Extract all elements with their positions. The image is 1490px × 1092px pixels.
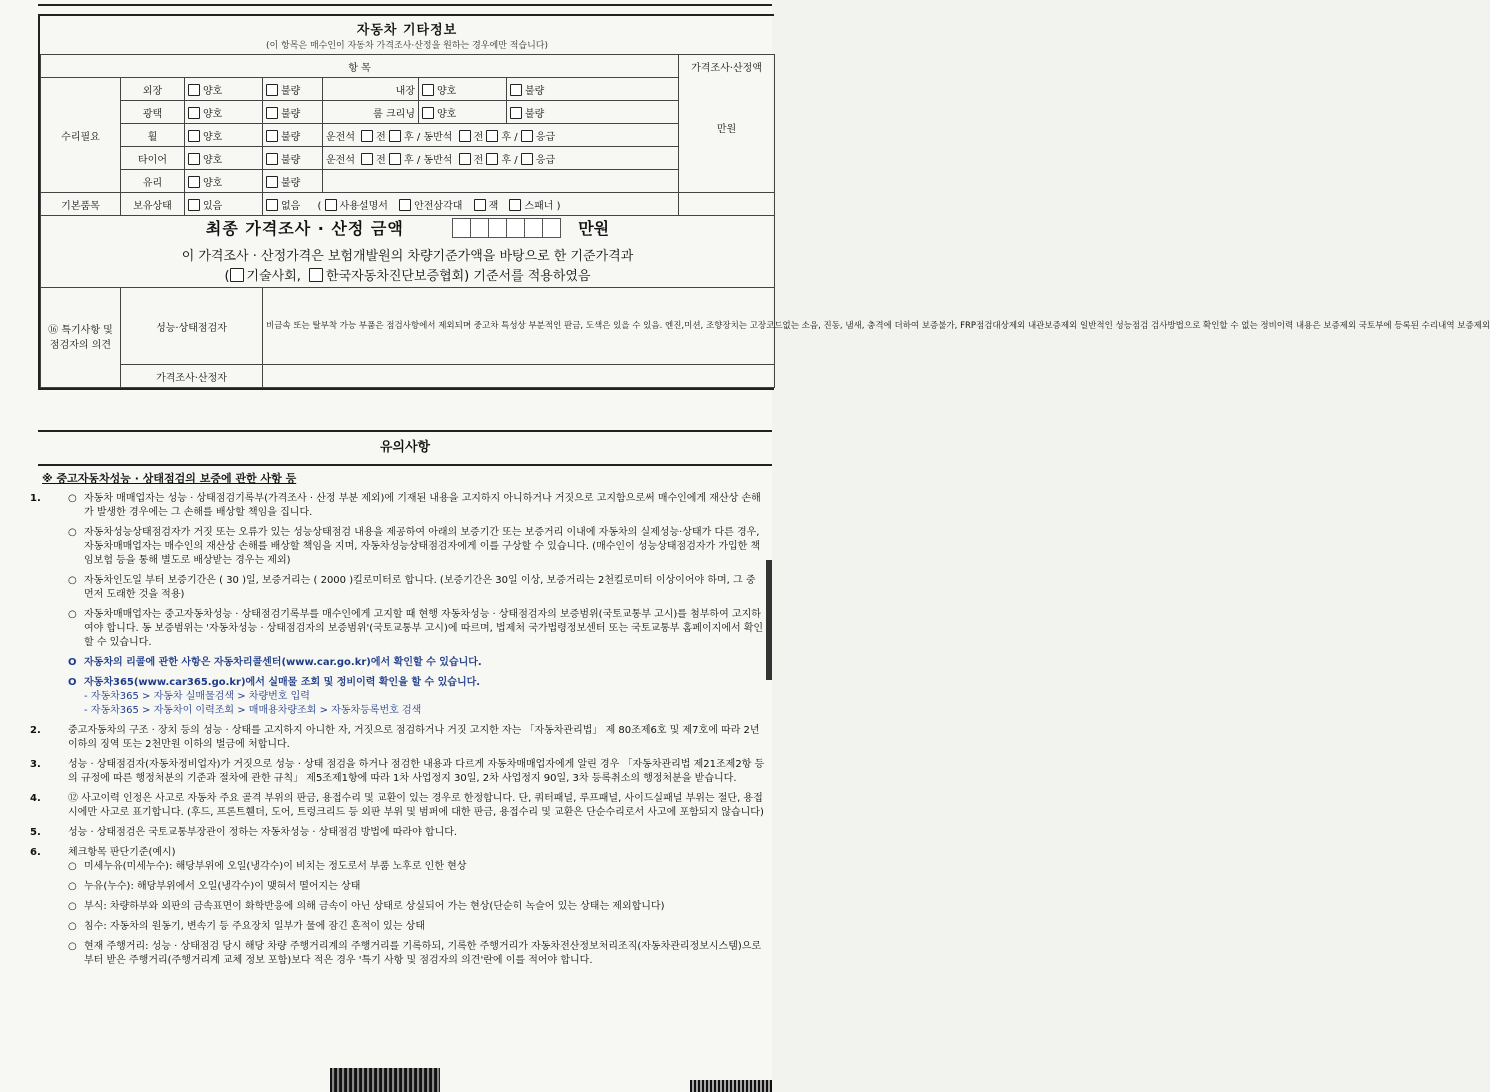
final-price-desc-1: 이 가격조사 · 산정가격은 보험개발원의 차량기준가액을 바탕으로 한 기준가격과	[181, 249, 634, 264]
special-notes-label: ⑯ 특기사항 및 점검자의 의견	[41, 288, 121, 388]
notice-title: 유의사항	[38, 430, 772, 466]
checkbox-tire-emergency[interactable]	[521, 153, 533, 165]
row-possession: 보유상태	[121, 193, 185, 216]
scan-artifact-edge	[766, 560, 772, 680]
row-tire: 타이어	[121, 147, 185, 170]
checkbox-triangle[interactable]	[399, 199, 411, 211]
checkbox-room-good[interactable]	[422, 107, 434, 119]
row-room-clean: 룸 크리닝	[323, 101, 419, 124]
notice-item-6: 6. 체크항목 판단기준(예시) ○ 미세누유(미세누수): 해당부위에 오일(냉각수)이 비치는 정도로서 부품 노후로 인한 현상 ○ 누유(누수): 해당부위에서 오일(냉각수)이 맺혀서 떨어지는 상태 ○ 부식: 차량하부와 외판의 금속표면이 화학반응에 의해 금속이 아닌 상태로 상실되어 가는 현상(단순히 녹슬어 있는 상태는 제외합니다) ○ 침수: 자동차의 원동기, 변속기 등 주요장치 일부가 물에 잠긴 흔적이 있는 상태 ○ 현재 주행거리: 성능 · 상태점검 당시 해당 차량 주행거리계의 주행거리를 기록하되, 기록한 주행거리가 자동차전산정보처리조직(자동차관리정보시스템)으로부터 받은 주행거리(주행거리계 교체 정보 포함)보다 적은 경우 '특기 사항 및 점검자의 의견'란에 이를 적어야 합니다.	[30, 847, 762, 966]
recall-link[interactable]: 자동차의 리콜에 관한 사항은 자동차리콜센터(www.car.go.kr)에서 확인할 수 있습니다.	[84, 657, 482, 668]
notice-item-2: 2. 중고자동차의 구조 · 장치 등의 성능 · 상태를 고지하지 아니한 자, 거짓으로 점검하거나 거짓 고지한 자는 「자동차관리법」 제 80조제6호 및 제7호에 따라 2년 이하의 징역 또는 2천만원 이하의 벌금에 처합니다.	[30, 725, 760, 750]
notice-item-4: 4. ⑫ 사고이력 인정은 사고로 자동차 주요 골격 부위의 판금, 용접수리 및 교환이 있는 경우로 한정합니다. 단, 쿼터패널, 루프패널, 사이드실패널 부위는 절단, 용접 시에만 사고로 표기합니다. (후드, 프론트휀더, 도어, 트렁크리드 등 외판 부위 및 범퍼에 대한 판금, 용접수리 및 교환은 단순수리로서 사고에 포함되지 않습니다)	[30, 793, 764, 818]
basic-items-options: 없음 ( 사용설명서 안전삼각대 잭 스패너 )	[263, 193, 679, 216]
scan-artifact-bottom	[330, 1068, 440, 1092]
checkbox-polish-bad[interactable]	[266, 107, 278, 119]
section-title: 자동차 기타정보	[356, 23, 458, 38]
special-notes-type: 성능·상태점검자	[121, 288, 263, 365]
notice-section-heading: ※ 중고자동차성능 · 상태점검의 보증에 관한 사항 등	[42, 472, 297, 485]
checkbox-wheel-pass-rear[interactable]	[486, 130, 498, 142]
tire-position-options: 운전석 전 후 / 동반석 전 후 / 응급	[323, 147, 679, 170]
top-border	[38, 4, 772, 6]
checkbox-none[interactable]	[266, 199, 278, 211]
scan-artifact-corner	[690, 1080, 772, 1092]
final-price-input[interactable]	[453, 218, 561, 241]
checkbox-interior-bad[interactable]	[510, 84, 522, 96]
inspector-field[interactable]	[263, 365, 775, 388]
checkbox-tire-pass-front[interactable]	[459, 153, 471, 165]
items-header: 항 목	[41, 55, 679, 78]
checkbox-wheel-good[interactable]	[188, 130, 200, 142]
final-price-title: 최종 가격조사 · 산정 금액	[205, 219, 404, 238]
checkbox-tire-bad[interactable]	[266, 153, 278, 165]
checkbox-wheel-bad[interactable]	[266, 130, 278, 142]
row-polish: 광택	[121, 101, 185, 124]
checkbox-glass-good[interactable]	[188, 176, 200, 188]
section-subtitle: (이 항목은 매수인이 자동차 가격조사·산정을 원하는 경우에만 적습니다)	[265, 41, 549, 51]
inspector-label: 가격조사·산정자	[121, 365, 263, 388]
other-info-section	[38, 14, 1490, 390]
final-price-desc-2: ( 기술사회, 한국자동차진단보증협회) 기준서를 적용하였음	[224, 269, 591, 284]
car365-link[interactable]: 자동차365(www.car365.go.kr)에서 실매물 조회 및 정비이력 확인을 할 수 있습니다.	[84, 677, 481, 688]
notice-item-5: 5. 성능 · 상태점검은 국토교통부장관이 정하는 자동차성능 · 상태점검 방법에 따라야 합니다.	[30, 827, 458, 838]
checkbox-tire-driver-rear[interactable]	[389, 153, 401, 165]
checkbox-spanner[interactable]	[509, 199, 521, 211]
checkbox-room-bad[interactable]	[510, 107, 522, 119]
checkbox-exterior-good[interactable]	[188, 84, 200, 96]
row-exterior: 외장	[121, 78, 185, 101]
basic-items-label: 기본품목	[41, 193, 121, 216]
checkbox-wheel-driver-rear[interactable]	[389, 130, 401, 142]
final-price-block	[41, 216, 775, 288]
price-header: 가격조사·산정액	[691, 63, 762, 74]
price-column	[679, 55, 775, 193]
notice-section	[30, 464, 768, 974]
checkbox-wheel-driver-front[interactable]	[361, 130, 373, 142]
row-interior: 내장	[323, 78, 419, 101]
row-wheel: 휠	[121, 124, 185, 147]
checkbox-tech-society[interactable]	[230, 268, 244, 282]
checkbox-wheel-pass-front[interactable]	[459, 130, 471, 142]
checkbox-interior-good[interactable]	[422, 84, 434, 96]
final-price-unit: 만원	[578, 219, 610, 238]
checkbox-wheel-emergency[interactable]	[521, 130, 533, 142]
notice-item-1: 1. ○ 자동차 매매업자는 성능 · 상태점검기록부(가격조사 · 산정 부분 제외)에 기재된 내용을 고지하지 아니하거나 거짓으로 고지함으로써 매수인에게 재산상 손해가 발생한 경우에는 그 손해를 배상할 책임을 집니다. ○ 자동차성능상태점검자가 거짓 또는 오류가 있는 성능상태점검 내용을 제공하여 아래의 보증기간 또는 보증거리 이내에 자동차의 실제성능·상태가 다른 경우, 자동차매매업자는 매수인의 재산상 손해를 배상할 책임을 지며, 자동차성능상태점검자에게 이를 구상할 수 있습니다. (매수인이 성능상태점검자가 가입한 책임보험 등을 통해 별도로 배상받는 경우는 제외) ○ 자동차인도일 부터 보증기간은 ( 30 )일, 보증거리는 ( 2000 )킬로미터로 합니다. (보증기간은 30일 이상, 보증거리는 2천킬로미터 이상이어야 하며, 그 중 먼저 도래한 것을 적용) ○ 자동차매매업자는 중고자동차성능 · 상태점검기록부를 매수인에게 고지할 때 현행 자동차성능 · 상태점검자의 보증범위(국토교통부 고시)를 첨부하여 고지하여야 합니다. 동 보증범위는 '자동차성능 · 상태점검자의 보증범위'(국토교통부 고시)에 따르며, 법제처 국가법령정보센터 또는 국토교통부 홈페이지에서 확인할 수 있습니다. O 자동차의 리콜에 관한 사항은 자동차리콜센터(www.car.go.kr)에서 확인할 수 있습니다. O 자동차365(www.car365.go.kr)에서 실매물 조회 및 정비이력 확인을 할 수 있습니다. - 자동차365 > 자동차 실매물검색 > 차량번호 입력 - 자동차365 > 자동차이 이력조회 > 매매용차량조회 > 자동차등록번호 검색	[30, 493, 764, 716]
checkbox-kadia[interactable]	[309, 268, 323, 282]
checkbox-polish-good[interactable]	[188, 107, 200, 119]
price-unit: 만원	[716, 124, 737, 135]
row-glass: 유리	[121, 170, 185, 193]
checkbox-exterior-bad[interactable]	[266, 84, 278, 96]
checkbox-tire-pass-rear[interactable]	[486, 153, 498, 165]
repair-table: 항 목 가격조사·산정액 만원 수리필요 외장 양호 불량 내장 양호 불량 광택 양호 불량 룸 크리닝 양호 불량 휠 양호 불량 운전석 전 후 / 동반석 전 후 / 응급 타이어 양호 불량 운전석 전 후 / 동반석 전 후 / 응급 유리 양호 불량 기본품목 보유상태 있음 없음 ( 사용설명서 안전삼각대 잭 스패너 ) 최종 가격조사 · 산정 금액 만원 이 가격조사 · 산정가격은 보험개발원의 차량기준가액을 바탕으로 한 기준가격과 ( 기술사회, 한국자동차진단보증협회) 기준서를 적용하였음 ⑯ 특기사항 및 점검자의 의견 성능·상태점검자 비금속 또는 탈부착 가능 부품은 점검사항에서 제외되며 중고차 특성상 부분적인 판금, 도색은 있을 수 있음. 엔진,미션, 조향장치는 고장코드없는 소음, 진동, 냄새, 충격에 더하여 보증불가, FRP점검대상제외 내관보증제외 일반적인 성능점검 검사방법으로 확인할 수 없는 정비이력 내용은 보증제외 국토부에 등록된 수리내역 보증제외 가격조사·산정자	[40, 54, 775, 388]
checkbox-have[interactable]	[188, 199, 200, 211]
repair-label: 수리필요	[41, 78, 121, 193]
checkbox-manual[interactable]	[325, 199, 337, 211]
notice-item-3: 3. 성능 · 상태점검자(자동차정비업자)가 거짓으로 성능 · 상태 점검을 하거나 점검한 내용과 다르게 자동차매매업자에게 알린 경우 「자동차관리법 제21조제2항 등의 규정에 따른 행정처분의 기준과 절차에 관한 규칙」 제5조제1항에 따라 1차 사업정지 30일, 2차 사업정지 90일, 3차 등록취소의 행정처분을 받습니다.	[30, 759, 765, 784]
checkbox-jack[interactable]	[474, 199, 486, 211]
checkbox-glass-bad[interactable]	[266, 176, 278, 188]
wheel-position-options: 운전석 전 후 / 동반석 전 후 / 응급	[323, 124, 679, 147]
special-notes-text: 비금속 또는 탈부착 가능 부품은 점검사항에서 제외되며 중고차 특성상 부분적인 판금, 도색은 있을 수 있음. 엔진,미션, 조향장치는 고장코드없는 소음, 진동, 냄새, 충격에 더하여 보증불가, FRP점검대상제외 내관보증제외 일반적인 성능점검 검사방법으로 확인할 수 없는 정비이력 내용은 보증제외 국토부에 등록된 수리내역 보증제외	[263, 288, 775, 365]
checkbox-tire-driver-front[interactable]	[361, 153, 373, 165]
checkbox-tire-good[interactable]	[188, 153, 200, 165]
